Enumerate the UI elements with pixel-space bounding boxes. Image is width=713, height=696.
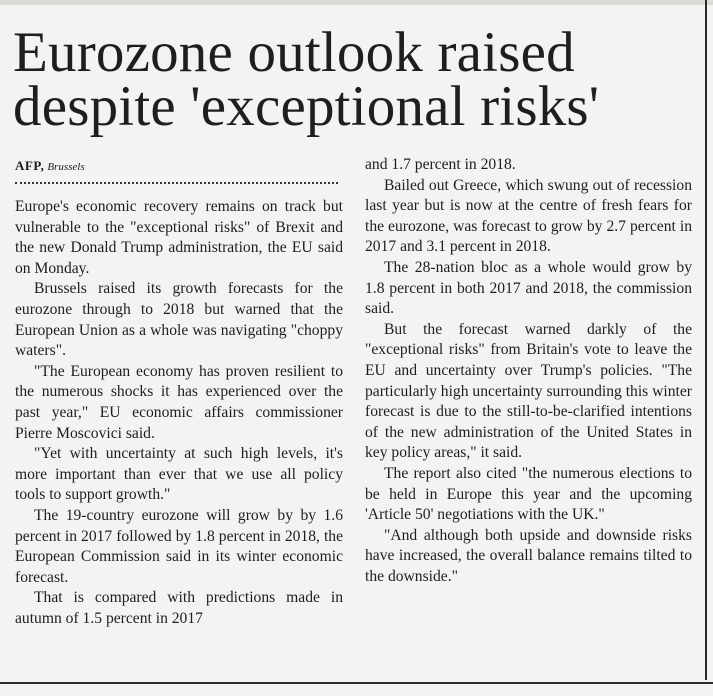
paragraph: The 28-nation bloc as a whole would grow by 1.8 percent in both 2017 and 2018, the commission said. — [365, 258, 692, 318]
paragraph: Bailed out Greece, which swung out of recession last year but is now at the centre of fresh fears for the eurozone, was forecast to grow by 2.7 percent in 2017 and 3.1 percent in 2018. — [365, 176, 692, 256]
paragraph: That is compared with predictions made in autumn of 1.5 percent in 2017 — [15, 589, 343, 627]
page-top-edge — [0, 0, 713, 5]
byline — [15, 158, 85, 175]
dotted-separator — [15, 182, 338, 184]
paragraph: The report also cited "the numerous elections to be held in Europe this year and the upcoming 'Article 50' negotiations with the UK." — [365, 464, 692, 524]
article-column-left — [15, 197, 343, 629]
paragraph: Europe's economic recovery remains on track but vulnerable to the "exceptional risks" of Brexit and the new Donald Trump administration, the EU said on Monday. — [15, 198, 343, 277]
paragraph: Brussels raised its growth forecasts for the eurozone through to 2018 but warned that the European Union as a whole was navigating "choppy waters". — [15, 280, 343, 360]
article-headline: Eurozone outlook raised despite 'exceptional risks' — [13, 21, 600, 138]
article-column-right — [365, 155, 692, 587]
paragraph: The 19-country eurozone will grow by by 1.6 percent in 2017 followed by 1.8 percent in 2018, the European Commission said in its winter economic forecast. — [15, 506, 343, 586]
paragraph: "And although both upside and downside risks have increased, the overall balance remains tilted to the downside." — [365, 526, 692, 585]
paragraph: "Yet with uncertainty at such high levels, it's more important than ever that we use all policy tools to support growth." — [15, 445, 343, 504]
paragraph: "The European economy has proven resilient to the numerous shocks it has experienced over the past year," EU economic affairs commissioner Pierre Moscovici said. — [15, 362, 343, 442]
byline-agency: AFP, — [15, 158, 45, 173]
paragraph: But the forecast warned darkly of the "exceptional risks" from Britain's vote to leave the EU and uncertainty over Trump's policies. "The particularly high uncertainty surrounding this winter forecast is due to the still-to-be-clarified intentions of the new administration of the United States in key policy areas," it said. — [365, 320, 692, 462]
byline-place: Brussels — [47, 161, 85, 173]
page-bottom-rule — [0, 682, 713, 684]
paragraph: and 1.7 percent in 2018. — [365, 156, 516, 173]
column-rule-right — [705, 0, 707, 680]
